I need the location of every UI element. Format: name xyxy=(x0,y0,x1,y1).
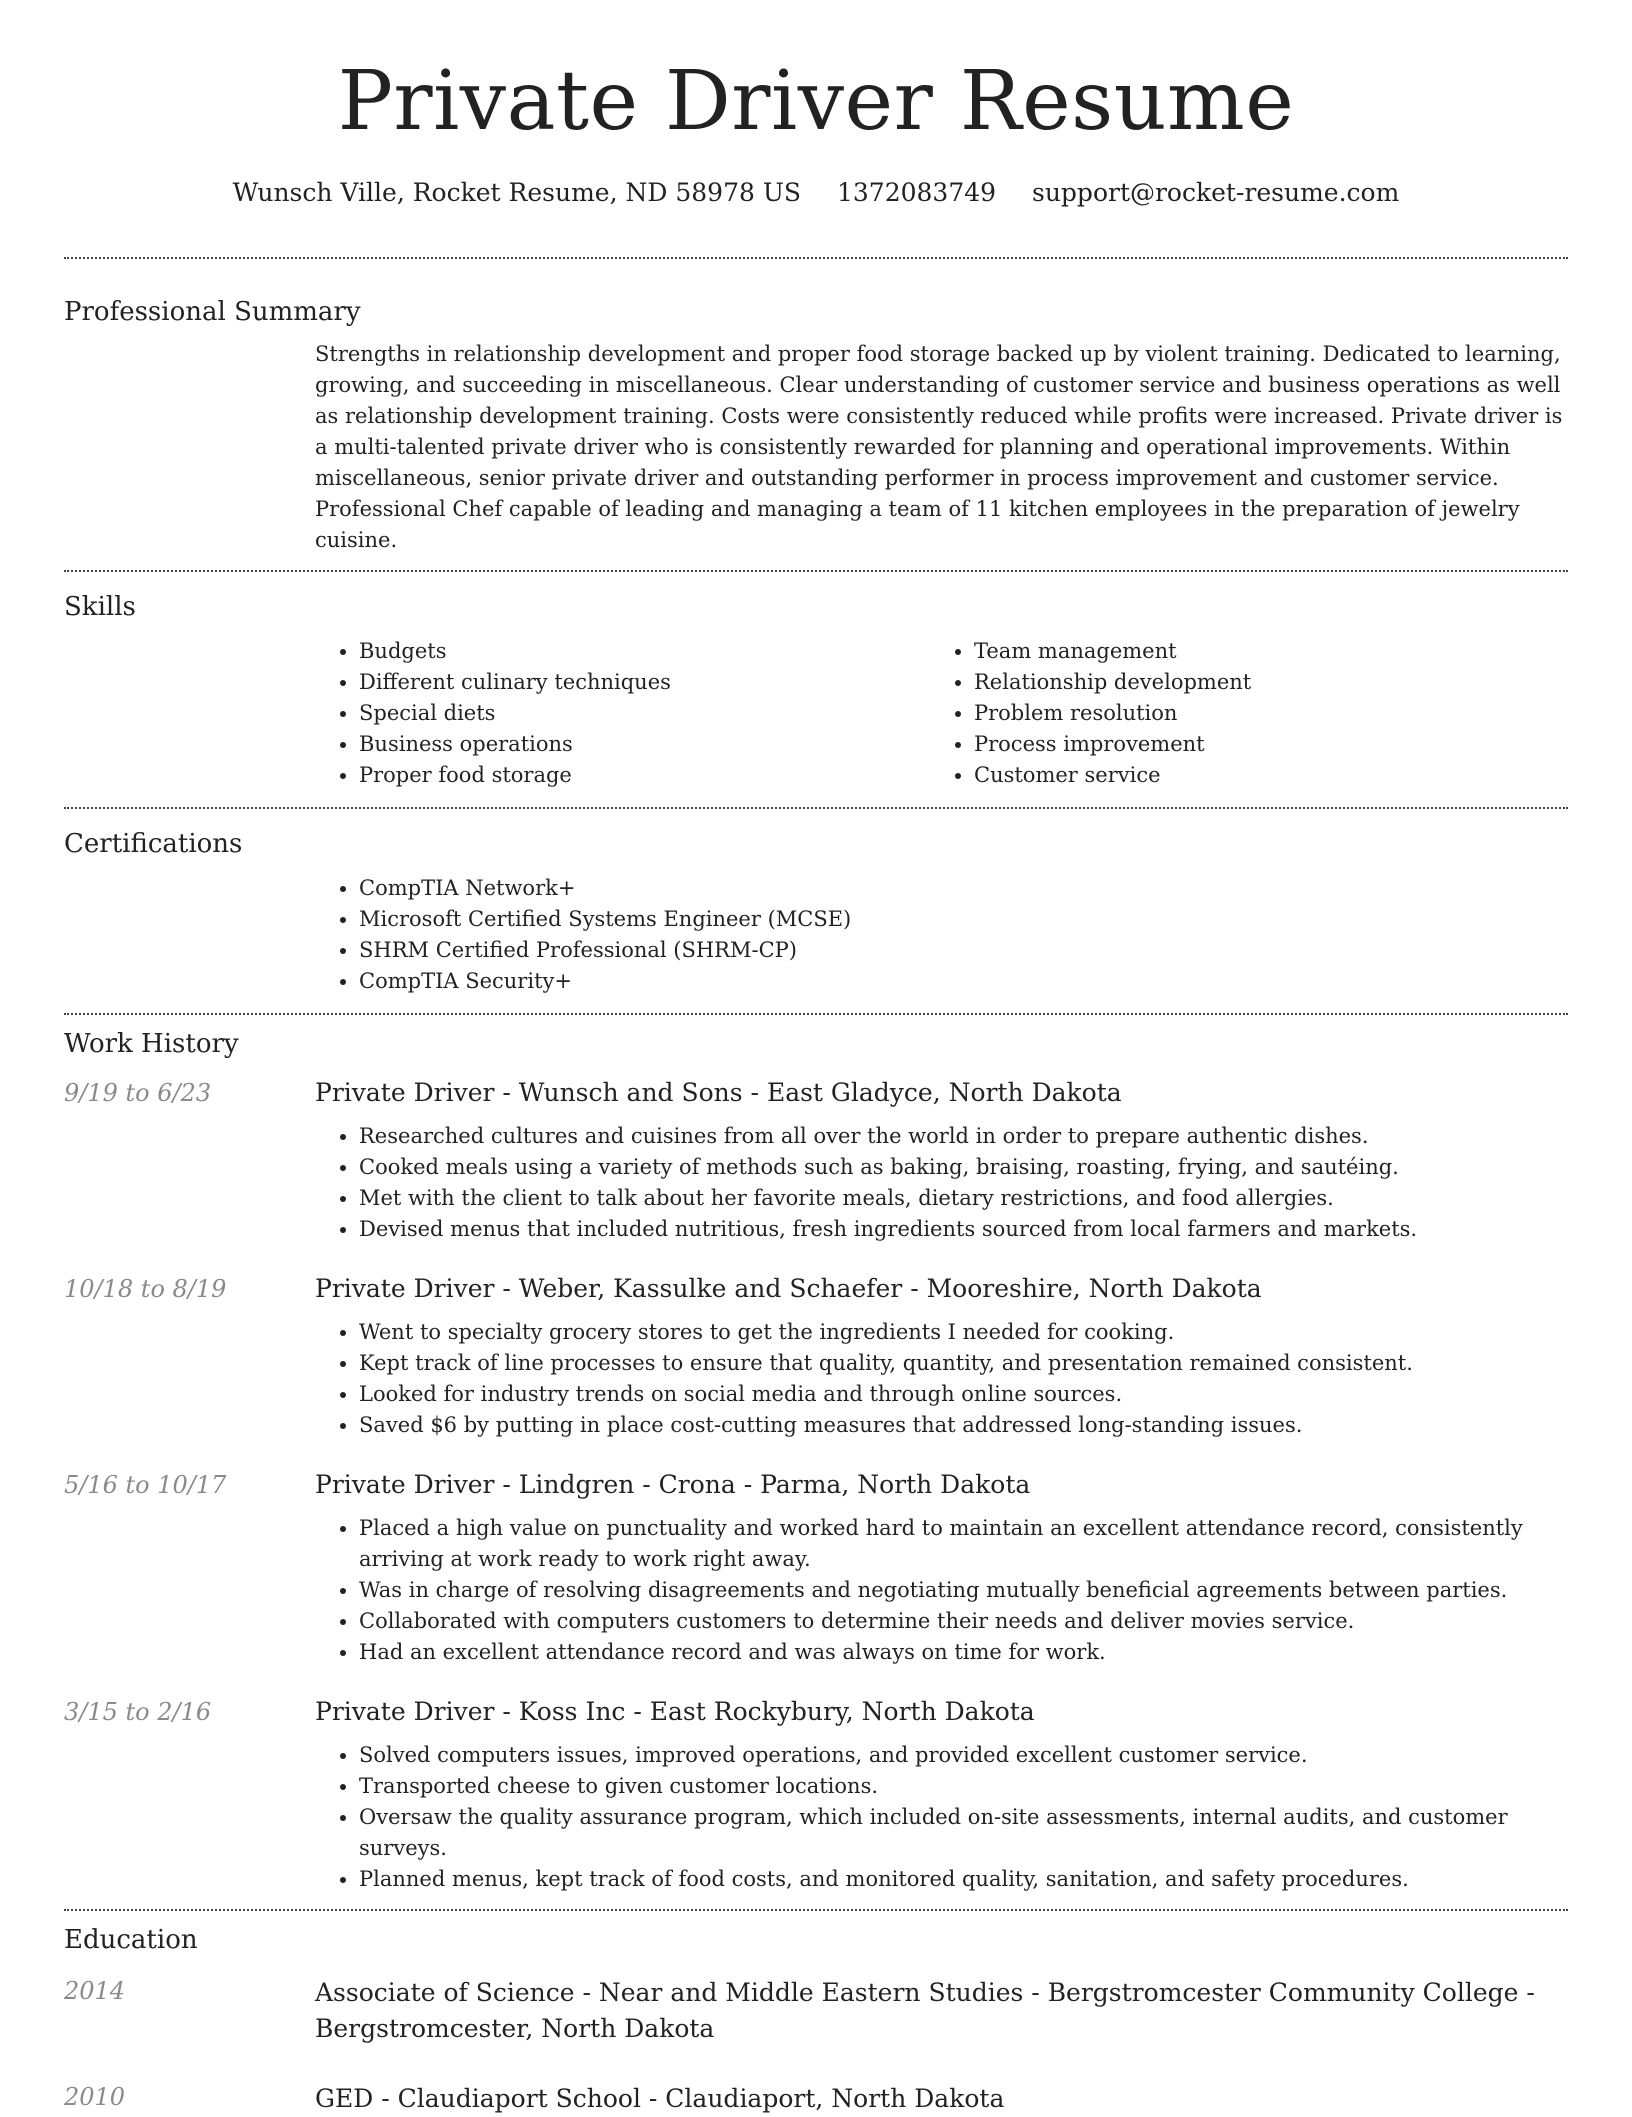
certification-item: • CompTIA Network+ xyxy=(359,873,1568,904)
summary-section xyxy=(64,259,1568,556)
job-details xyxy=(315,1273,1568,1441)
section-heading-work-history: Work History xyxy=(64,1029,239,1059)
skill-item: • Relationship development xyxy=(974,667,1568,698)
job-bullet: • Planned menus, kept track of food costs, and monitored quality, sanitation, and safety procedures. xyxy=(359,1864,1568,1895)
job-bullets xyxy=(315,1317,1568,1441)
certification-item: • Microsoft Certified Systems Engineer (MCSE) xyxy=(359,904,1568,935)
skill-item: • Proper food storage xyxy=(359,760,930,791)
education-title: Associate of Science - Near and Middle Eastern Studies - Bergstromcester Community College - Bergstromcester, North Dakota xyxy=(315,1978,1535,2043)
job-bullet: • Transported cheese to given customer locations. xyxy=(359,1771,1568,1802)
job-bullet: • Looked for industry trends on social media and through online sources. xyxy=(359,1379,1568,1410)
summary-text: Strengths in relationship development and proper food storage backed up by violent training. Dedicated to learning, growing, and succeeding in miscellaneous. Clear understanding of customer service and business operations as well as relationship development training. Costs were consistently reduced while profits were increased. Private driver is a multi-talented private driver who is consistently rewarded for planning and operational improvements. Within miscellaneous, senior private driver and outstanding performer in process improvement and customer service. Professional Chef capable of leading and managing a team of 11 kitchen employees in the preparation of jewelry cuisine. xyxy=(315,342,1563,552)
job-entry xyxy=(64,1696,1568,1895)
section-heading-skills: Skills xyxy=(64,592,136,622)
job-bullet: • Devised menus that included nutritious, fresh ingredients sourced from local farmers and markets. xyxy=(359,1214,1568,1245)
education-list xyxy=(64,1975,1568,2117)
job-bullet: • Met with the client to talk about her favorite meals, dietary restrictions, and food allergies. xyxy=(359,1183,1568,1214)
contact-info xyxy=(64,178,1568,208)
job-entry xyxy=(64,1469,1568,1668)
contact-address: Wunsch Ville, Rocket Resume, ND 58978 US xyxy=(232,178,802,207)
job-title: Private Driver - Wunsch and Sons - East Gladyce, North Dakota xyxy=(315,1078,1122,1107)
job-dates: 10/18 to 8/19 xyxy=(64,1275,227,1303)
section-heading-certifications: Certifications xyxy=(64,829,243,859)
job-bullet: • Went to specialty grocery stores to get the ingredients I needed for cooking. xyxy=(359,1317,1568,1348)
skill-item: • Special diets xyxy=(359,698,930,729)
job-bullet: • Placed a high value on punctuality and worked hard to maintain an excellent attendance record, consistently arriving at work ready to work right away. xyxy=(359,1513,1568,1575)
skill-item: • Customer service xyxy=(974,760,1568,791)
job-bullet: • Oversaw the quality assurance program, which included on-site assessments, internal audits, and customer surveys. xyxy=(359,1802,1568,1864)
job-details xyxy=(315,1469,1568,1668)
education-year: 2010 xyxy=(64,2083,126,2111)
job-bullet: • Cooked meals using a variety of methods such as baking, braising, roasting, frying, and sautéing. xyxy=(359,1152,1568,1183)
skill-item: • Problem resolution xyxy=(974,698,1568,729)
job-entry xyxy=(64,1273,1568,1441)
job-dates: 5/16 to 10/17 xyxy=(64,1471,227,1499)
contact-email: support@rocket-resume.com xyxy=(1032,178,1400,207)
job-title: Private Driver - Koss Inc - East Rockybury, North Dakota xyxy=(315,1697,1035,1726)
resume-title: Private Driver Resume xyxy=(337,54,1295,149)
job-details xyxy=(315,1696,1568,1895)
work-jobs xyxy=(64,1077,1568,1895)
skill-item: • Different culinary techniques xyxy=(359,667,930,698)
education-year: 2014 xyxy=(64,1977,126,2005)
skills-column-right xyxy=(930,636,1568,791)
job-bullet: • Researched cultures and cuisines from all over the world in order to prepare authentic dishes. xyxy=(359,1121,1568,1152)
job-bullet: • Had an excellent attendance record and was always on time for work. xyxy=(359,1637,1568,1668)
job-bullet: • Collaborated with computers customers to determine their needs and deliver movies service. xyxy=(359,1606,1568,1637)
resume-page xyxy=(64,0,1568,2117)
education-section xyxy=(64,1911,1568,2117)
job-bullet: • Was in charge of resolving disagreements and negotiating mutually beneficial agreements between parties. xyxy=(359,1575,1568,1606)
job-entry xyxy=(64,1077,1568,1245)
section-heading-summary: Professional Summary xyxy=(64,297,361,327)
skill-item: • Team management xyxy=(974,636,1568,667)
skills-column-left xyxy=(315,636,930,791)
job-details xyxy=(315,1077,1568,1245)
skill-item: • Process improvement xyxy=(974,729,1568,760)
job-bullets xyxy=(315,1513,1568,1668)
skill-item: • Budgets xyxy=(359,636,930,667)
job-bullets xyxy=(315,1121,1568,1245)
section-heading-education: Education xyxy=(64,1925,198,1955)
contact-phone: 1372083749 xyxy=(836,178,997,207)
work-history-section xyxy=(64,1015,1568,1895)
job-bullet: • Saved $6 by putting in place cost-cutting measures that addressed long-standing issues. xyxy=(359,1410,1568,1441)
certification-item: • CompTIA Security+ xyxy=(359,966,1568,997)
skills-section xyxy=(64,572,1568,791)
education-title: GED - Claudiaport School - Claudiaport, North Dakota xyxy=(315,2084,1005,2113)
job-dates: 9/19 to 6/23 xyxy=(64,1079,212,1107)
certification-item: • SHRM Certified Professional (SHRM-CP) xyxy=(359,935,1568,966)
job-title: Private Driver - Weber, Kassulke and Schaefer - Mooreshire, North Dakota xyxy=(315,1274,1262,1303)
job-bullet: • Kept track of line processes to ensure that quality, quantity, and presentation remained consistent. xyxy=(359,1348,1568,1379)
certifications-list xyxy=(315,873,1568,997)
education-entry xyxy=(64,1975,1568,2047)
certifications-section xyxy=(64,809,1568,997)
job-dates: 3/15 to 2/16 xyxy=(64,1698,212,1726)
skill-item: • Business operations xyxy=(359,729,930,760)
skills-list xyxy=(315,636,1568,791)
job-bullets xyxy=(315,1740,1568,1895)
certifications-bullets xyxy=(315,873,1568,997)
job-bullet: • Solved computers issues, improved operations, and provided excellent customer service. xyxy=(359,1740,1568,1771)
job-title: Private Driver - Lindgren - Crona - Parma, North Dakota xyxy=(315,1470,1031,1499)
